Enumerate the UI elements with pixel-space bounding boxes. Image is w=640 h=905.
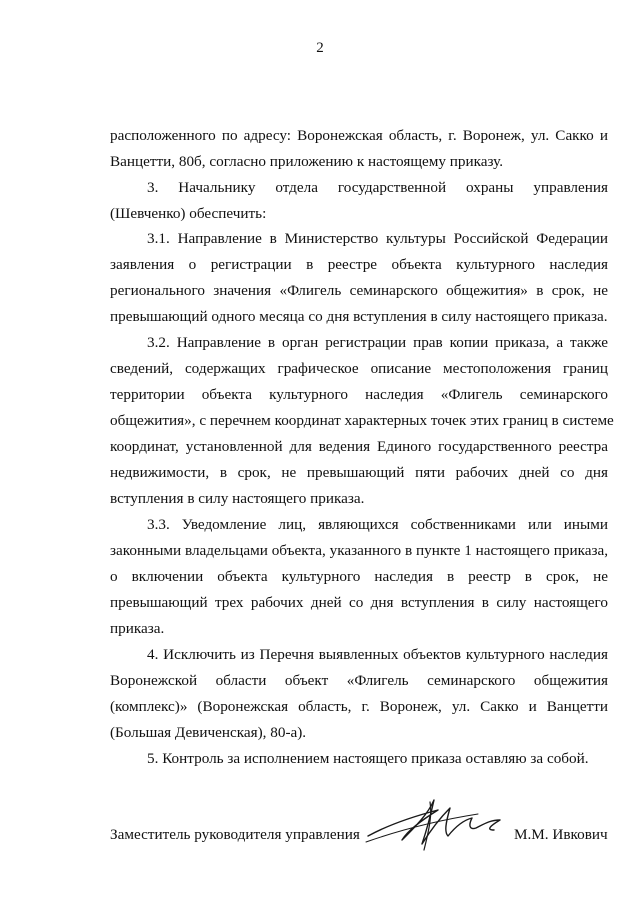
paragraph-3-1-start: 3.1. Направление в Министерство культуры Российской Федерации bbox=[147, 230, 608, 247]
text-line: заявления о регистрации в реестре объекта культурного наследия bbox=[110, 256, 608, 273]
text-line: координат, установленной для ведения Единого государственного реестра bbox=[110, 438, 608, 455]
text-line: недвижимости, в срок, не превышающий пяти рабочих дней со дня bbox=[110, 464, 608, 481]
text-line: законными владельцами объекта, указанного в пункте 1 настоящего приказа, bbox=[110, 542, 608, 559]
text-line: (Шевченко) обеспечить: bbox=[110, 205, 267, 222]
paragraph-3-2-start: 3.2. Направление в орган регистрации прав копии приказа, а также bbox=[147, 334, 608, 351]
paragraph-4-start: 4. Исключить из Перечня выявленных объектов культурного наследия bbox=[147, 646, 608, 663]
signer-name: М.М. Ивкович bbox=[514, 826, 608, 843]
paragraph-3-heading: 3. Начальнику отдела государственной охраны управления bbox=[147, 179, 608, 196]
text-line: (комплекс)» (Воронежская область, г. Воронеж, ул. Сакко и Ванцетти bbox=[110, 698, 608, 715]
page-number: 2 bbox=[316, 40, 324, 56]
paragraph-3-3-start: 3.3. Уведомление лиц, являющихся собственниками или иными bbox=[147, 516, 608, 533]
text-line: Воронежской области объект «Флигель семинарского общежития bbox=[110, 672, 608, 689]
text-line: превышающий одного месяца со дня вступления в силу настоящего приказа. bbox=[110, 308, 608, 325]
text-line: приказа. bbox=[110, 620, 165, 637]
text-line: превышающий трех рабочих дней со дня вступления в силу настоящего bbox=[110, 594, 608, 611]
signer-position: Заместитель руководителя управления bbox=[110, 826, 360, 843]
text-line: (Большая Девиченская), 80-а). bbox=[110, 724, 307, 741]
text-line: сведений, содержащих графическое описание местоположения границ bbox=[110, 360, 608, 377]
text-line: о включении объекта культурного наследия в реестр в срок, не bbox=[110, 568, 608, 585]
text-line: расположенного по адресу: Воронежская область, г. Воронеж, ул. Сакко и bbox=[110, 127, 608, 144]
text-line: вступления в силу настоящего приказа. bbox=[110, 490, 365, 507]
handwritten-signature bbox=[360, 790, 520, 860]
text-line: общежития», с перечнем координат характерных точек этих границ в системе bbox=[110, 412, 614, 429]
text-line: Ванцетти, 80б, согласно приложению к настоящему приказу. bbox=[110, 153, 504, 170]
text-line: территории объекта культурного наследия «Флигель семинарского bbox=[110, 386, 608, 403]
paragraph-5: 5. Контроль за исполнением настоящего приказа оставляю за собой. bbox=[147, 750, 589, 767]
text-line: регионального значения «Флигель семинарского общежития» в срок, не bbox=[110, 282, 608, 299]
